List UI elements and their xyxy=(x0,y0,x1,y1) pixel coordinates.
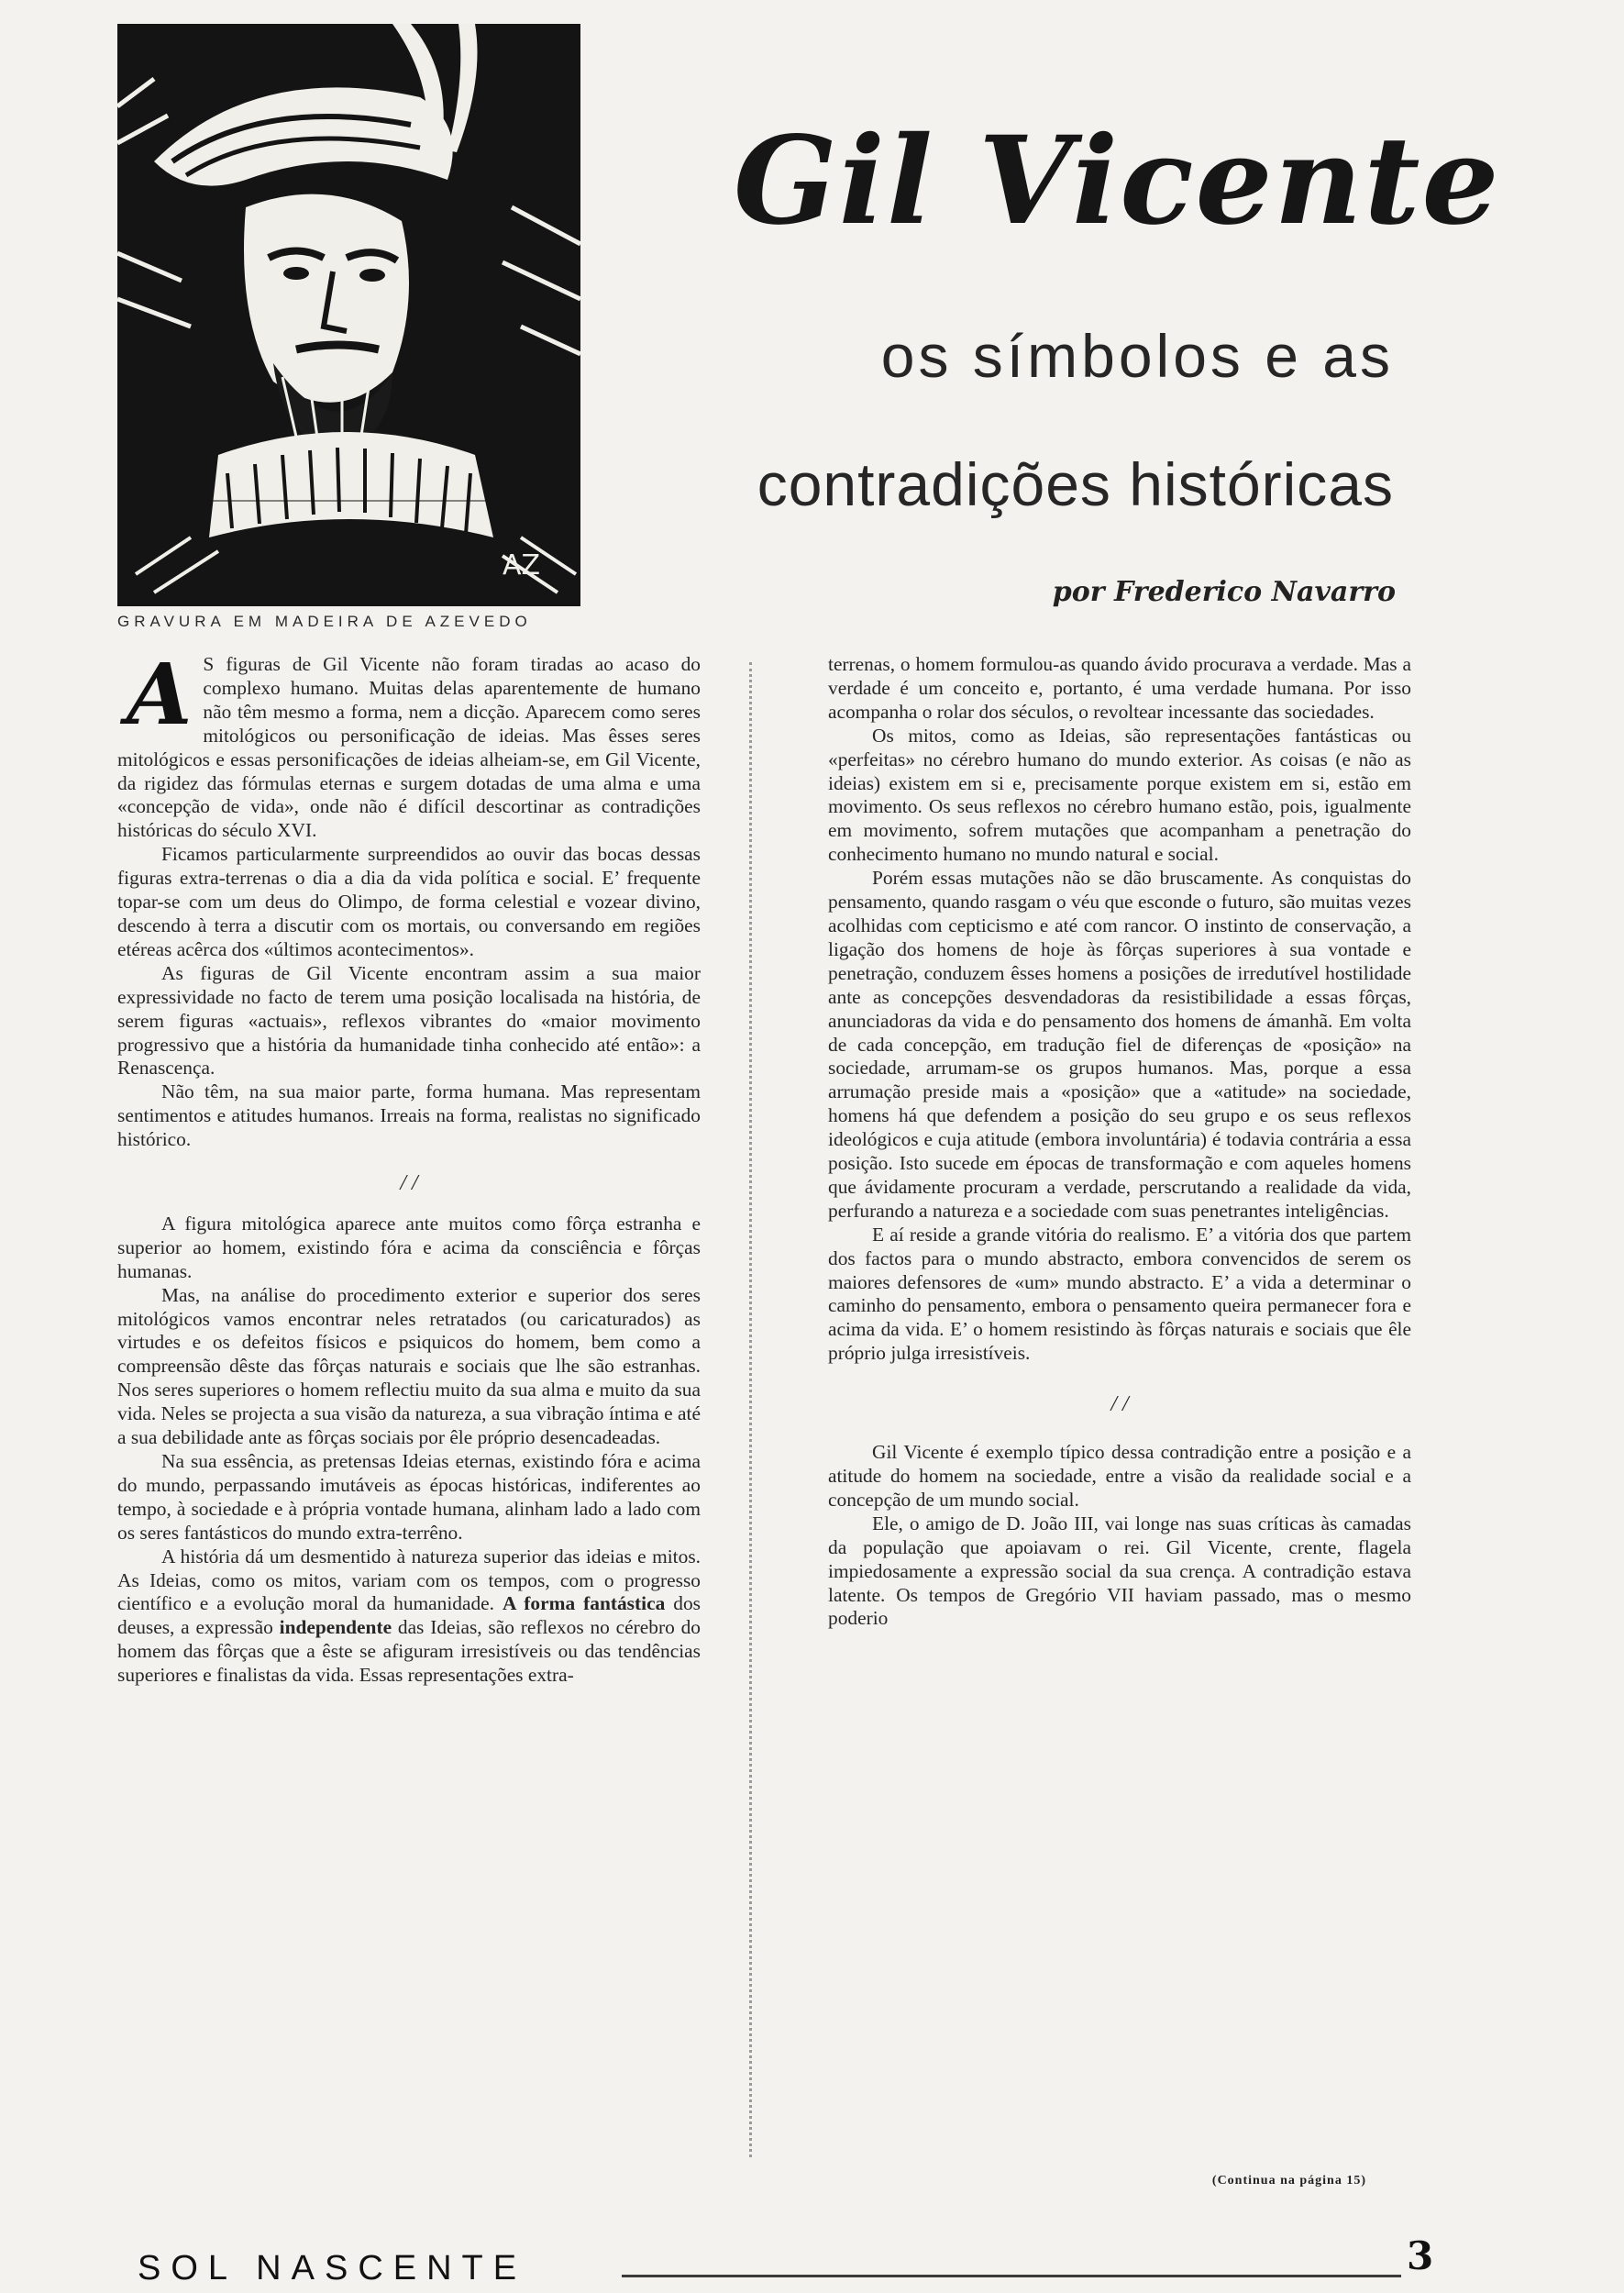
right-paragraph-2: Os mitos, como as Ideias, são representações fantásticas ou «perfeitas» no cérebro humano do mundo exterior. As coisas (e não as ideias) existem em si e, precisamente porque existem em si, estão em movimento. Os seus reflexos no cérebro humano estão, pois, igualmente em movimento, sofrem mutações que acompanham a penetração do conhecimento humano no mundo natural e social. xyxy=(828,724,1411,866)
right-paragraph-1: terrenas, o homem formulou-as quando ávido procurava a verdade. Mas a verdade é um conceito e, portanto, é uma verdade humana. Por isso acompanha o rolar dos séculos, o revoltear incessante das sociedades. xyxy=(828,653,1411,723)
article-subtitle-line1: os símbolos e as xyxy=(880,322,1394,390)
section-separator-right: / / xyxy=(1110,1392,1129,1417)
left-column xyxy=(117,645,701,1688)
footer-rule xyxy=(622,2275,1401,2277)
publication-name: SOL NASCENTE xyxy=(138,2249,527,2287)
left-paragraph-4: Não têm, na sua maior parte, forma humana. Mas representam sentimentos e atitudes humanos. Irreais na forma, realistas no significado histórico. xyxy=(117,1080,701,1151)
emphasis-fantastica: A forma fantástica xyxy=(503,1592,666,1615)
author-byline: por Frederico Navarro xyxy=(1052,576,1396,608)
continuation-note: (Continua na página 15) xyxy=(1211,2174,1366,2188)
image-caption: GRAVURA EM MADEIRA DE AZEVEDO xyxy=(117,613,532,630)
left-paragraph-5: A figura mitológica aparece ante muitos como fôrça estranha e superior ao homem, existindo fóra e acima da consciência e fôrças humanas. xyxy=(117,1212,701,1282)
right-paragraph-5: Gil Vicente é exemplo típico dessa contradição entre a posição e a atitude do homem na sociedade, entre a visão da realidade social e a concepção de um mundo social. xyxy=(828,1441,1411,1511)
left-paragraph-1: A S figuras de Gil Vicente não foram tiradas ao acaso do complexo humano. Muitas delas aparentemente de humano não têm mesmo a forma, nem a dicção. Aparecem como seres mitológicos ou personificação de ideias. Mas êsses seres mitológicos e essas personificações de ideias alheiam-se, em Gil Vicente, da rigidez das fórmulas eternas e surgem dotadas de uma alma e uma «concepção de vida», onde não é difícil descortinar as contradições históricas do século XVI. xyxy=(117,645,701,842)
right-paragraph-3: Porém essas mutações não se dão bruscamente. As conquistas do pensamento, quando rasgam o véu que esconde o futuro, são muitas vezes acolhidas com cepticismo e até com rancor. O instinto de conservação, a ligação dos homens de hoje às fôrças superiores à sua vontade e penetração, conduzem êsses homens a posições de irredutível hostilidade ante as concepções desvendadoras da resistibilidade a essas fôrças, anunciadoras da vida e do pensamento dos homens de ámanhã. Em volta de cada concepção, em tradução fiel de diferenças de «posição» na sociedade, arrumam-se os grupos humanos. Mas, porque a essa arrumação preside mais a «posição» que a «atitude» na sociedade, homens há que defendem a posição do seu grupo e os seus reflexos ideológicos e cuja atitude (embora involuntária) é todavia contrária a essa posição. Isto sucede em épocas de transformação e com aqueles homens que ávidamente procuram a verdade, perscrutando a realidade da vida, perfurando a natureza e a sociedade com suas penetrantes inteligências. xyxy=(828,867,1411,1222)
left-paragraph-6: Mas, na análise do procedimento exterior e superior dos seres mitológicos vamos encontrar neles retratados (ou caricaturados) as virtudes e os defeitos físicos e psiquicos do homem, bem como a compreensão dêste das fôrças naturais e sociais que lhe são estranhas. Nos seres superiores o homem reflectiu muito da sua alma e muito da sua vida. Neles se projecta a sua visão da natureza, a sua vibração íntima e até a sua debilidade ante as fôrças sociais por êle próprio desencadeadas. xyxy=(117,1283,701,1449)
article-subtitle-line2: contradições históricas xyxy=(757,450,1394,518)
article-title: Gil Vicente xyxy=(734,110,1501,252)
woodcut-portrait xyxy=(117,24,580,606)
right-column xyxy=(828,653,1411,1631)
right-paragraph-6: Ele, o amigo de D. João III, vai longe nas suas críticas às camadas da população que apoiavam o rei. Gil Vicente, crente, flagela impiedosamente a expressão social da sua crença. A contradição estava latente. Os tempos de Gregório VII haviam passado, mas o mesmo poderio xyxy=(828,1512,1411,1630)
left-paragraph-2: Ficamos particularmente surpreendidos ao ouvir das bocas dessas figuras extra-terrenas o dia a dia da vida política e social. E’ frequente topar-se com um deus do Olimpo, de forma celestial e vozear divino, descendo à terra a discutir com os mortais, ou conversando em regiões etéreas acêrca dos «últimos acontecimentos». xyxy=(117,843,701,960)
section-separator: / / xyxy=(400,1171,418,1196)
drop-cap: A xyxy=(127,645,193,744)
left-paragraph-3: As figuras de Gil Vicente encontram assim a sua maior expressividade no facto de terem uma posição localisada na história, de serem figuras «actuais», reflexos vibrantes do «maior movimento progressivo que a história da humanidade tinha conhecido até então»: a Renascença. xyxy=(117,961,701,1080)
emphasis-independente: independente xyxy=(279,1616,392,1639)
left-paragraph-8: A história dá um desmentido à natureza superior das ideias e mitos. As Ideias, como os mitos, variam com os tempos, com o progresso científico e a evolução moral da humanidade. A forma fantástica dos deuses, a expressão independente das Ideias, são reflexos no cérebro do homem das fôrças que a êste se afiguram irresistíveis ou das tendências superiores e finalistas da vida. Essas representações extra- xyxy=(117,1545,701,1687)
left-paragraph-7: Na sua essência, as pretensas Ideias eternas, existindo fóra e acima do mundo, perpassando imutáveis as épocas históricas, indiferentes ao tempo, à sociedade e à própria vontade humana, alinham lado a lado com os seres fantásticos do mundo extra-terrêno. xyxy=(117,1450,701,1544)
woodcut-signature: AZ xyxy=(503,549,541,582)
column-divider xyxy=(749,662,756,2157)
right-paragraph-4: E aí reside a grande vitória do realismo. E’ a vitória dos que partem dos factos para o mundo abstracto, embora convencidos de serem os maiores defensores de «um» mundo abstracto. E’ a vida a determinar o caminho do pensamento, embora o pensamento queira permanecer fora e acima da vida. E’ o homem resistindo às fôrças naturais e sociais que êle próprio julga irresistíveis. xyxy=(828,1223,1411,1365)
page-number: 3 xyxy=(1407,2233,1434,2278)
